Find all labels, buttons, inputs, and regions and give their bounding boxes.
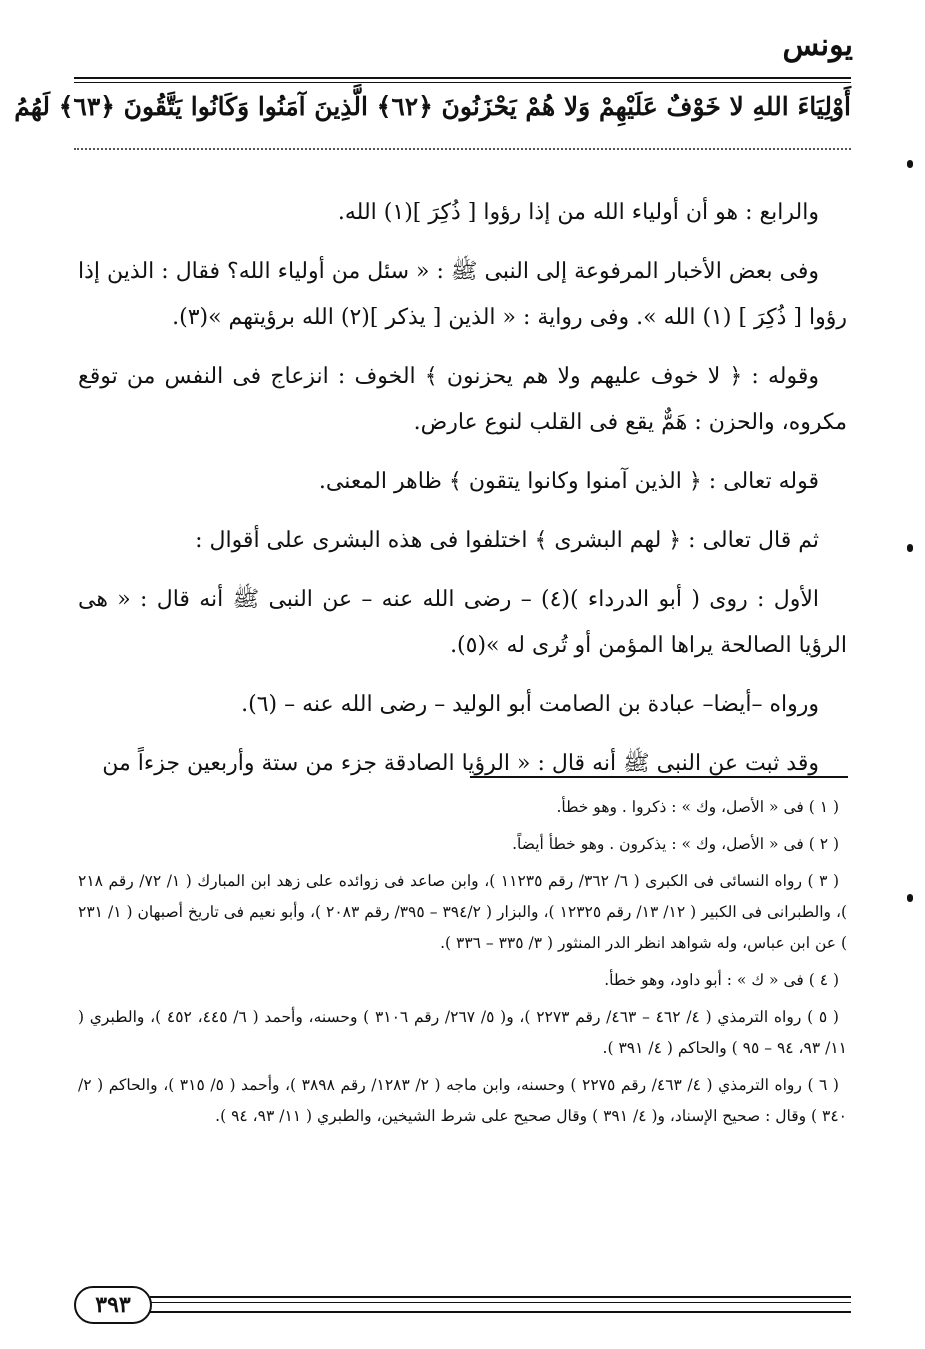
paragraph: قوله تعالى : ﴿ الذين آمنوا وكانوا يتقون ﴾ ظاهر المعنى.: [318, 469, 819, 494]
surah-name-header: يونس: [782, 28, 853, 63]
quran-verse-line: أَوْلِيَاءَ اللهِ لا خَوْفٌ عَلَيْهِمْ وَلا هُمْ يَحْزَنُونَ ﴿٦٢﴾ الَّذِينَ آمَنُوا وَكَانُوا يَتَّقُونَ ﴿٦٣﴾ لَهُمُ: [14, 92, 851, 121]
footnote: ( ١ ) فى « الأصل، وك » : ذكروا . وهو خطأ.: [556, 798, 839, 816]
header-rule: [74, 77, 851, 79]
paragraph: ورواه –أيضا– عبادة بن الصامت أبو الوليد – رضى الله عنه – (٦).: [241, 692, 819, 717]
header-rule-thin: [74, 82, 851, 83]
footnote: ( ٣ ) رواه النسائى فى الكبرى ( ٦/ ٣٦٢/ رقم ١١٢٣٥ )، وابن صاعد فى زوائده على زهد ابن المبارك ( ١/ ٧٢/ رقم ٢١٨ )، والطبرانى فى الكبير ( ١٢/ ١٣/ رقم ١٢٣٢٥ )، والبزار ( ٣٩٤/٢ – ٣٩٥/ رقم ٢٠٨٣ )، وأبو نعيم فى تاريخ أصبهان ( ١/ ٢٣١ ) عن ابن عباس، وله شواهد انظر الدر المنثور ( ٣/ ٣٣٥ – ٣٣٦ ).: [78, 872, 848, 952]
footnote: ( ٦ ) رواه الترمذي ( ٤/ ٤٦٣/ رقم ٢٢٧٥ ) وحسنه، وابن ماجه ( ٢/ ١٢٨٣/ رقم ٣٨٩٨ )، وأحمد ( ٥/ ٣١٥ )، والحاكم ( ٢/ ٣٤٠ ) وقال : صحيح الإسناد، و( ٤/ ٣٩١ ) وقال صحيح على شرط الشيخين، والطبري ( ١١/ ٩٣، ٩٤ ).: [78, 1076, 847, 1125]
footer-rule-bottom: [150, 1311, 851, 1313]
footer-rule-thin: [150, 1302, 851, 1303]
paragraph: وقد ثبت عن النبى ﷺ أنه قال : « الرؤيا الصادقة جزء من ستة وأربعين جزءاً من: [102, 751, 819, 776]
footer-rule: [150, 1296, 851, 1298]
paragraph: الأول : روى ( أبو الدرداء )(٤) – رضى الله عنه – عن النبى ﷺ أنه قال : « هى الرؤيا الصالحة يراها المؤمن أو تُرى له »(٥).: [78, 587, 847, 658]
footnote-separator: [470, 776, 848, 778]
verse-separator: [74, 148, 851, 150]
paragraph: وقوله : ﴿ لا خوف عليهم ولا هم يحزنون ﴾ الخوف : انزعاج فى النفس من توقع مكروه، والحزن : هَمٌّ يقع فى القلب لنوع عارض.: [78, 364, 847, 435]
paragraph: ثم قال تعالى : ﴿ لهم البشرى ﴾ اختلفوا فى هذه البشرى على أقوال :: [195, 528, 819, 553]
footnote: ( ٢ ) فى « الأصل، وك » : يذكرون . وهو خطأ أيضاً.: [512, 835, 839, 853]
paragraph: وفى بعض الأخبار المرفوعة إلى النبى ﷺ : « سئل من أولياء الله؟ فقال : الذين إذا رؤوا [ ذُكِرَ ] (١) الله ». وفى رواية : « الذين [ يذكر ](٢) الله برؤيتهم »(٣).: [78, 259, 847, 330]
paragraph: والرابع : هو أن أولياء الله من إذا رؤوا [ ذُكِرَ ](١) الله.: [337, 200, 819, 225]
footnote: ( ٤ ) فى « ك » : أبو داود، وهو خطأ.: [604, 971, 839, 989]
footnotes: [78, 792, 847, 1138]
margin-dot: [907, 894, 913, 902]
page-number: ٣٩٣: [74, 1286, 152, 1324]
margin-dot: [907, 544, 913, 552]
commentary-text: [78, 190, 847, 800]
footnote: ( ٥ ) رواه الترمذي ( ٤/ ٤٦٢ – ٤٦٣/ رقم ٢٢٧٣ )، و( ٥/ ٢٦٧/ رقم ٣١٠٦ ) وحسنه، وأحمد ( ٦/ ٤٤٥، ٤٥٢ )، والطبري ( ١١/ ٩٣، ٩٤ – ٩٥ ) والحاكم ( ٤/ ٣٩١ ).: [78, 1008, 847, 1057]
margin-dot: [907, 160, 913, 168]
